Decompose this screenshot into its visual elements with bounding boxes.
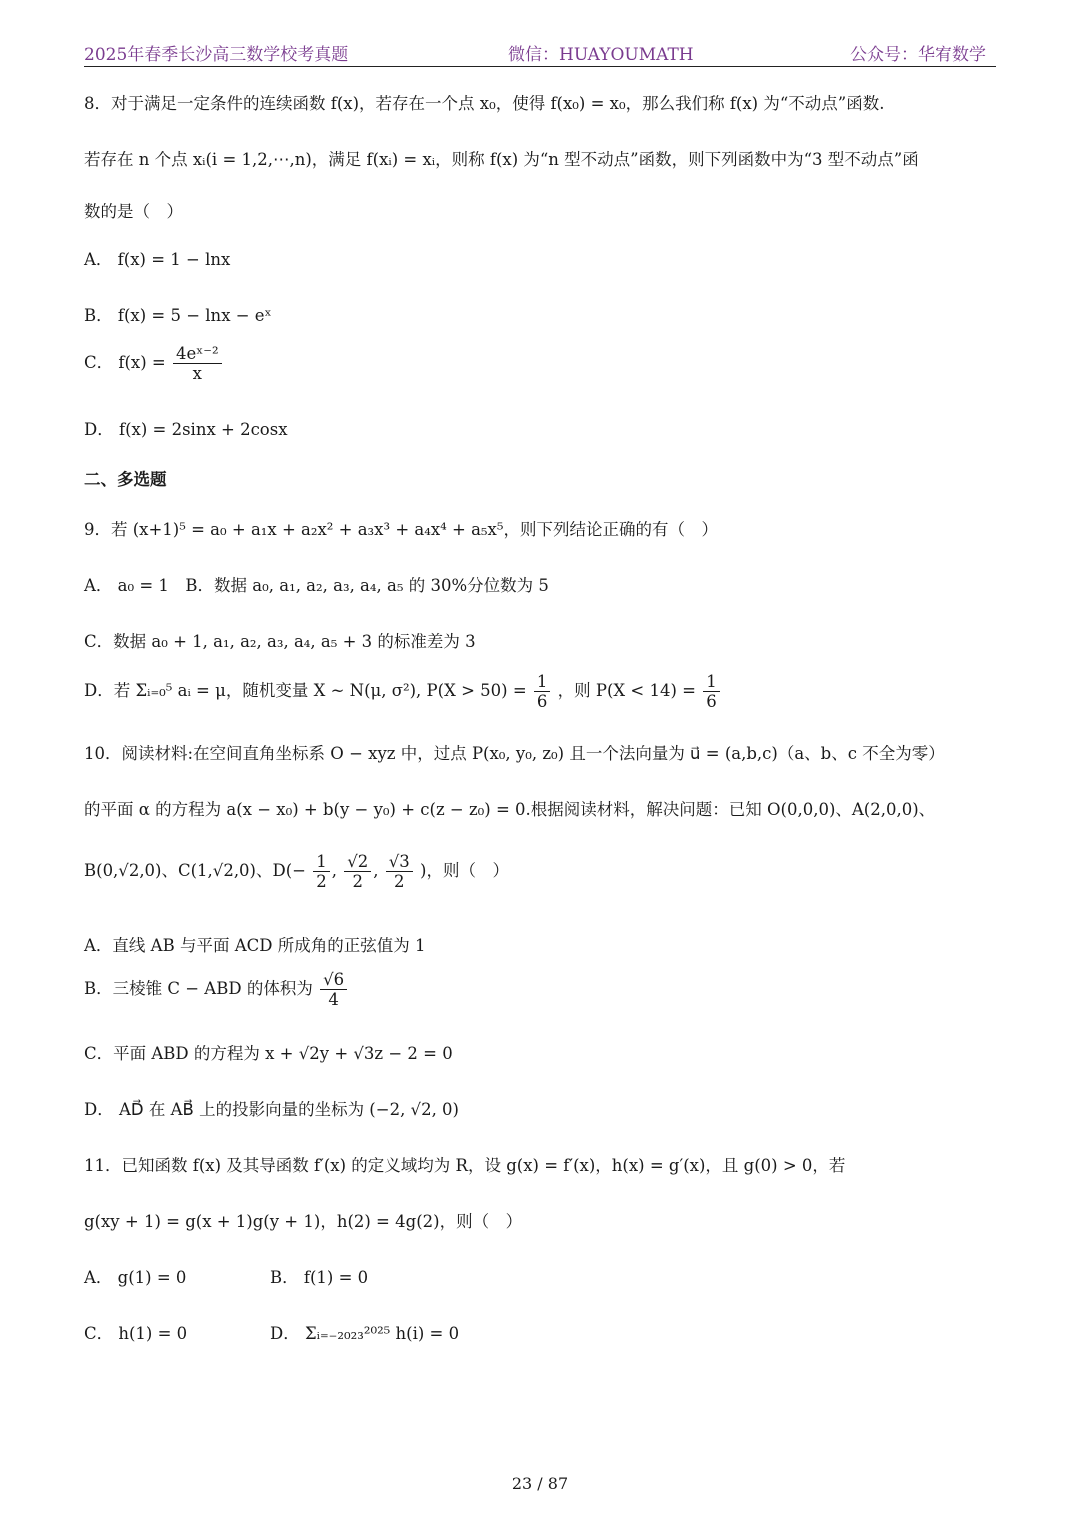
fraction-numerator: 4eˣ⁻² (173, 344, 222, 364)
header-wechat: 微信：HUAYOUMATH (508, 45, 694, 65)
fraction-denominator: 2 (394, 872, 405, 891)
page-header (84, 38, 996, 67)
fraction-numerator: √6 (320, 970, 347, 990)
q8-option-c-prefix: C． f(x) = (84, 353, 166, 372)
q9-option-c: C．数据 a₀ + 1, a₁, a₂, a₃, a₄, a₅ + 3 的标准差为 3 (84, 632, 476, 651)
q9-option-ab: A． a₀ = 1 B．数据 a₀, a₁, a₂, a₃, a₄, a₅ 的 30%分位数为 5 (84, 576, 549, 595)
header-account: 公众号：华宥数学 (850, 45, 986, 65)
q8-option-a: A． f(x) = 1 − lnx (84, 250, 231, 269)
section-heading: 二、多选题 (84, 470, 167, 489)
q11-line2: g(xy + 1) = g(x + 1)g(y + 1)，h(2) = 4g(2)，则（ ） (84, 1212, 523, 1231)
q9-option-d (84, 672, 722, 711)
fraction-denominator: 2 (352, 872, 363, 891)
q8-line2: 若存在 n 个点 xᵢ(i = 1,2,⋯,n)，满足 f(xᵢ) = xᵢ，则称 f(x) 为“n 型不动点”函数，则下列函数中为“3 型不动点”函 (84, 150, 919, 169)
q10-line3-points: B(0,√2,0)、C(1,√2,0)、D(− (84, 861, 306, 880)
fraction-denominator: 6 (536, 692, 548, 711)
fraction-numerator: 1 (313, 852, 330, 872)
fraction-numerator: 1 (703, 672, 720, 692)
q10-option-a: A．直线 AB 与平面 ACD 所成角的正弦值为 1 (84, 936, 426, 955)
fraction-denominator: 4 (328, 990, 339, 1009)
q8-option-b: B． f(x) = 5 − lnx − eˣ (84, 306, 272, 325)
q9-option-d-fraction2 (703, 672, 720, 711)
q11-line1: 11．已知函数 f(x) 及其导函数 f′(x) 的定义域均为 R，设 g(x) = f′(x)，h(x) = g′(x)，且 g(0) > 0，若 (84, 1156, 846, 1175)
q10-option-d: D． AD⃗ 在 AB⃗ 上的投影向量的坐标为 (−2, √2, 0) (84, 1100, 459, 1119)
q10-option-b (84, 970, 349, 1009)
fraction-denominator: 2 (316, 872, 327, 891)
q8-option-c-fraction (173, 344, 222, 383)
q9-option-d-fraction1 (534, 672, 551, 711)
q8-option-c (84, 344, 224, 383)
q8-line1: 8．对于满足一定条件的连续函数 f(x)，若存在一个点 x₀，使得 f(x₀) = x₀，那么我们称 f(x) 为“不动点”函数. (84, 94, 885, 113)
q11-option-d: D． Σᵢ₌₋₂₀₂₃²⁰²⁵ h(i) = 0 (270, 1324, 460, 1343)
page-number: 23 / 87 (511, 1474, 569, 1493)
q10-line3: B(0,√2,0)、C(1,√2,0)、D(− $\frac{1}{2}$ , $\frac{√2}{2}$ , $\frac{√3}{2}$ )，则（ ） (84, 852, 509, 891)
q10-line1: 10．阅读材料:在空间直角坐标系 O − xyz 中，过点 P(x₀, y₀, z₀) 且一个法向量为 u⃗ = (a,b,c)（a、b、c 不全为零） (84, 744, 945, 763)
q10-frac-1 (313, 852, 330, 891)
fraction-numerator: 1 (534, 672, 551, 692)
fraction-denominator: x (192, 364, 202, 383)
q9-option-d-part2: ，则 P(X < 14) = (557, 681, 696, 700)
q10-line2: 的平面 α 的方程为 a(x − x₀) + b(y − y₀) + c(z − z₀) = 0.根据阅读材料，解决问题：已知 O(0,0,0)、A(2,0,0)、 (84, 800, 936, 819)
q9-option-d-part1: D．若 Σᵢ₌₀⁵ aᵢ = μ，随机变量 X ~ N(μ, σ²), P(X > 50) = (84, 681, 527, 700)
q9-stem: 9．若 (x+1)⁵ = a₀ + a₁x + a₂x² + a₃x³ + a₄x⁴ + a₅x⁵，则下列结论正确的有（ ） (84, 520, 718, 539)
q10-frac-3 (386, 852, 413, 891)
q11-option-b: B． f(1) = 0 (270, 1268, 369, 1287)
q10-frac-2 (344, 852, 371, 891)
fraction-denominator: 6 (706, 692, 717, 711)
fraction-numerator: √3 (386, 852, 413, 872)
q11-option-a: A． g(1) = 0 (84, 1268, 187, 1287)
q11-option-c: C． h(1) = 0 (84, 1324, 188, 1343)
q8-option-d: D． f(x) = 2sinx + 2cosx (84, 420, 288, 439)
q8-line3: 数的是（ ） (84, 202, 183, 221)
fraction-numerator: √2 (344, 852, 371, 872)
q10-option-b-fraction (320, 970, 347, 1009)
q10-option-b-prefix: B．三棱锥 C − ABD 的体积为 (84, 979, 313, 998)
header-title: 2025年春季长沙高三数学校考真题 (84, 45, 349, 65)
q10-option-c: C．平面 ABD 的方程为 x + √2y + √3z − 2 = 0 (84, 1044, 453, 1063)
q10-line3-end: )，则（ ） (420, 861, 509, 880)
